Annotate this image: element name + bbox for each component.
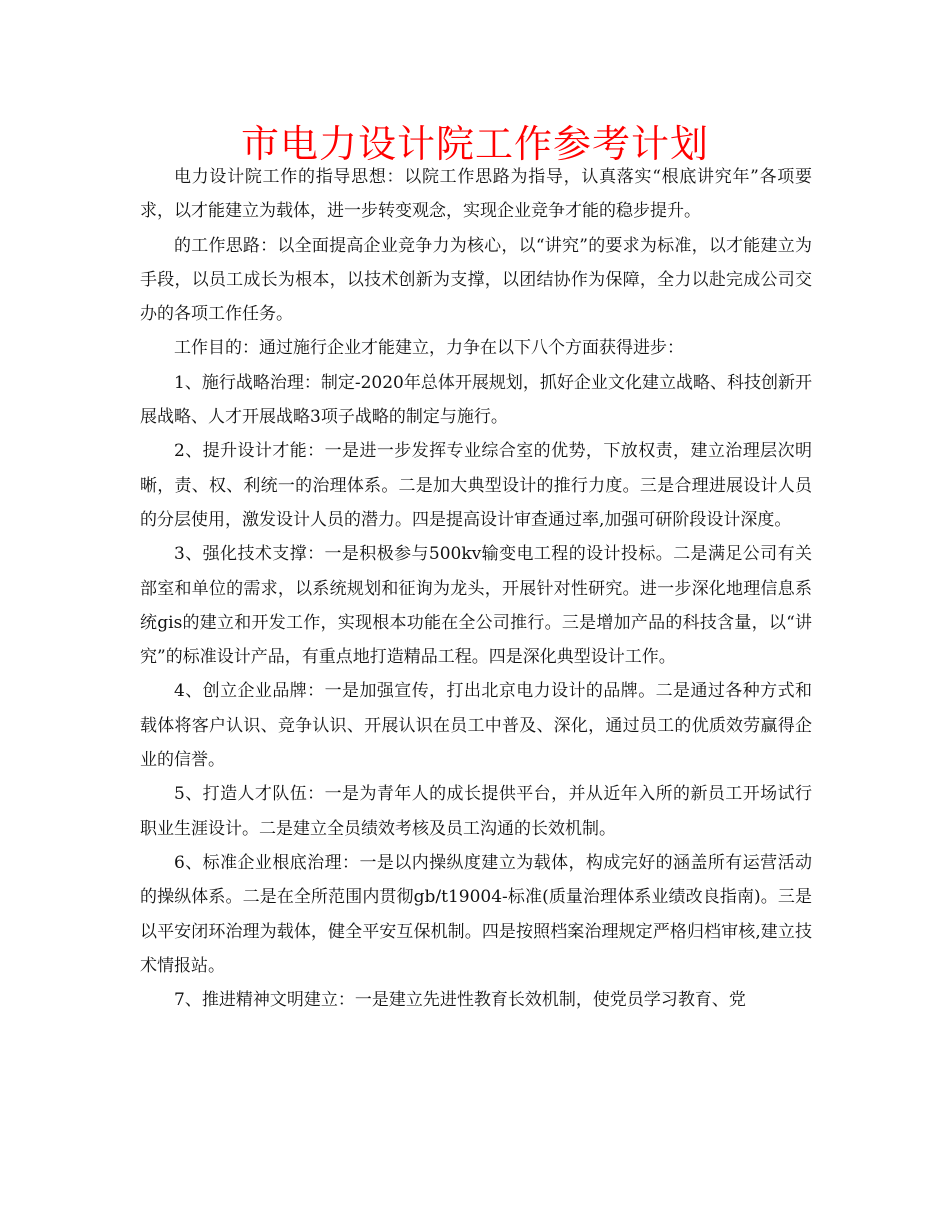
document-title: 市电力设计院工作参考计划 — [240, 122, 709, 166]
paragraph-item-7: 7、推进精神文明建立：一是建立先进性教育长效机制，使党员学习教育、党 — [174, 990, 746, 1011]
document-body — [140, 160, 812, 1017]
paragraph-guiding-thought: 电力设计院工作的指导思想：以院工作思路为指导，认真落实“根底讲究年”各项要求，以才能建立为载体，进一步转变观念，实现企业竞争才能的稳步提升。 — [140, 167, 812, 222]
paragraph-item-4: 4、创立企业品牌：一是加强宣传，打出北京电力设计的品牌。二是通过各种方式和载体将客户认识、竞争认识、开展认识在员工中普及、深化，通过员工的优质效劳赢得企业的信誉。 — [140, 681, 812, 771]
paragraph-item-2: 2、提升设计才能：一是进一步发挥专业综合室的优势，下放权责，建立治理层次明晰，责、权、利统一的治理体系。二是加大典型设计的推行力度。三是合理进展设计人员的分层使用，激发设计人员的潜力。四是提高设计审查通过率,加强可研阶段设计深度。 — [140, 441, 812, 530]
paragraph-work-approach: 的工作思路：以全面提高企业竞争力为核心，以“讲究”的要求为标准，以才能建立为手段，以员工成长为根本，以技术创新为支撑，以团结协作为保障，全力以赴完成公司交办的各项工作任务。 — [140, 235, 812, 325]
paragraph-item-1: 1、施行战略治理：制定-2020年总体开展规划，抓好企业文化建立战略、科技创新开展战略、人才开展战略3项子战略的制定与施行。 — [140, 372, 812, 428]
paragraph-item-6: 6、标准企业根底治理：一是以内操纵度建立为载体，构成完好的涵盖所有运营活动的操纵体系。二是在全所范围内贯彻gb/t19004-标准(质量治理体系业绩改良指南)。三是以平安闭环治理为载体，健全平安互保机制。四是按照档案治理规定严格归档审核,建立技术情报站。 — [140, 852, 812, 976]
paragraph-item-3: 3、强化技术支撑：一是积极参与500kv输变电工程的设计投标。二是满足公司有关部室和单位的需求，以系统规划和征询为龙头，开展针对性研究。进一步深化地理信息系统gis的建立和开发工作，实现根本功能在全公司推行。三是增加产品的科技含量，以“讲究”的标准设计产品，有重点地打造精品工程。四是深化典型设计工作。 — [140, 544, 812, 668]
paragraph-item-5: 5、打造人才队伍：一是为青年人的成长提供平台，并从近年入所的新员工开场试行职业生涯设计。二是建立全员绩效考核及员工沟通的长效机制。 — [140, 784, 812, 839]
paragraph-work-goal: 工作目的：通过施行企业才能建立，力争在以下八个方面获得进步： — [174, 338, 684, 359]
